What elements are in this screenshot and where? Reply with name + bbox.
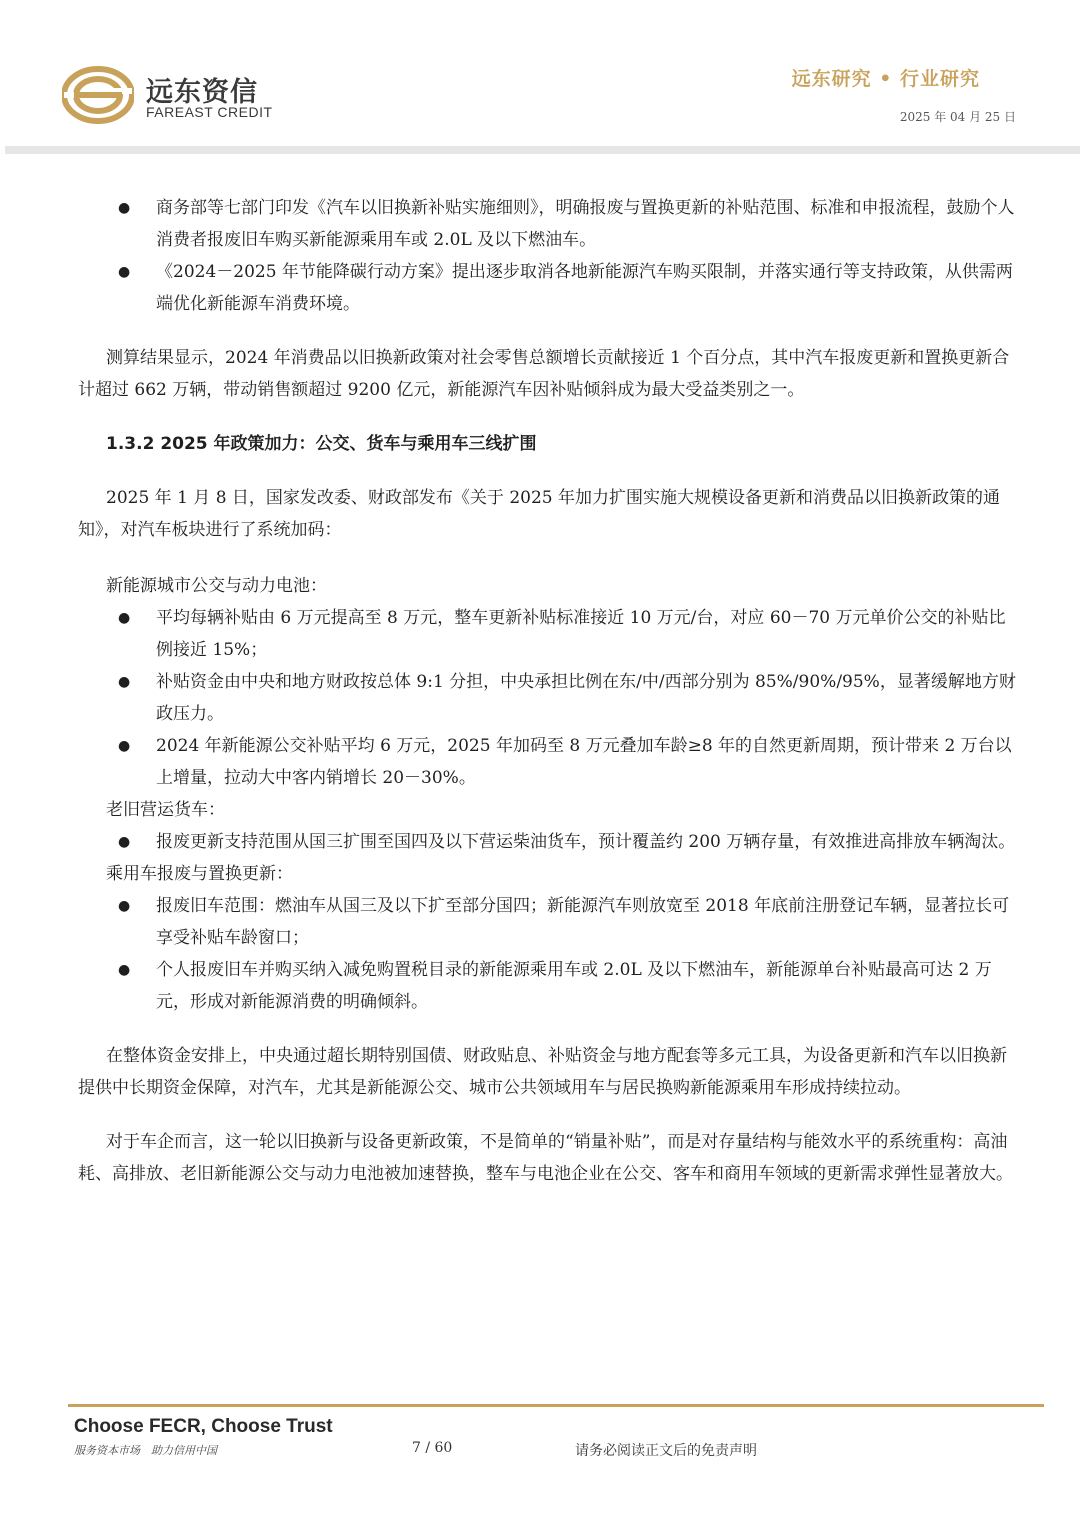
brand-name-cn: 远东资信 [146, 77, 258, 108]
bullet-icon: ● [118, 834, 131, 850]
list-item: ● 报废旧车范围：燃油车从国三及以下扩至部分国四；新能源汽车则放宽至 2018 年底前注册登记车辆，显著拉长可享受补贴车龄窗口； [78, 890, 1018, 954]
paragraph: 在整体资金安排上，中央通过超长期特别国债、财政贴息、补贴资金与地方配套等多元工具，为设备更新和汽车以旧换新提供中长期资金保障，对汽车，尤其是新能源公交、城市公共领域用车与居民换购新能源乘用车形成持续拉动。 [78, 1046, 1007, 1098]
list-item: ● 报废更新支持范围从国三扩围至国四及以下营运柴油货车，预计覆盖约 200 万辆存量，有效推进高排放车辆淘汰。 [78, 826, 1018, 858]
report-date: 2025 年 04 月 25 日 [899, 110, 1016, 124]
bullet-icon: ● [118, 898, 131, 914]
subsection-label: 乘用车报废与置换更新： [106, 864, 293, 884]
page-header [0, 0, 1080, 150]
bullet-icon: ● [118, 962, 131, 978]
bullet-icon: ● [118, 264, 131, 280]
bullet-list [78, 826, 1018, 858]
list-item: ● 个人报废旧车并购买纳入减免购置税目录的新能源乘用车或 2.0L 及以下燃油车，新能源单台补贴最高可达 2 万元，形成对新能源消费的明确倾斜。 [78, 954, 1018, 1018]
bullet-list [78, 890, 1018, 1018]
bullet-list [78, 192, 1018, 320]
bullet-icon: ● [118, 610, 131, 626]
bullet-icon: ● [118, 674, 131, 690]
footer-divider [68, 1404, 1044, 1407]
report-category: 远东研究 • 行业研究 [791, 68, 980, 90]
subsection-label: 老旧营运货车： [106, 800, 225, 820]
paragraph: 对于车企而言，这一轮以旧换新与设备更新政策，不是简单的“销量补贴”，而是对存量结构与能效水平的系统重构：高油耗、高排放、老旧新能源公交与动力电池被加速替换，整车与电池企业在公交、客车和商用车领域的更新需求弹性显著放大。 [78, 1132, 1013, 1184]
bullet-list [78, 602, 1018, 794]
bullet-icon: ● [118, 200, 131, 216]
document-body [78, 200, 1018, 1190]
page-number: 7 / 60 [412, 1440, 453, 1456]
list-item: ● 平均每辆补贴由 6 万元提高至 8 万元，整车更新补贴标准接近 10 万元/台，对应 60－70 万元单价公交的补贴比例接近 15%； [78, 602, 1018, 666]
footer-disclaimer: 请务必阅读正文后的免责声明 [575, 1443, 757, 1459]
list-item: ● 2024 年新能源公交补贴平均 6 万元，2025 年加码至 8 万元叠加车龄≥8 年的自然更新周期，预计带来 2 万台以上增量，拉动大中客内销增长 20－30%。 [78, 730, 1018, 794]
section-heading: 1.3.2 2025 年政策加力：公交、货车与乘用车三线扩围 [106, 434, 537, 454]
fareast-credit-logo-icon [62, 66, 134, 124]
footer-slogan: Choose FECR, Choose Trust [74, 1416, 333, 1437]
list-item: ● 补贴资金由中央和地方财政按总体 9:1 分担，中央承担比例在东/中/西部分别为 85%/90%/95%，显著缓解地方财政压力。 [78, 666, 1018, 730]
list-item: ● 商务部等七部门印发《汽车以旧换新补贴实施细则》，明确报废与置换更新的补贴范围、标准和申报流程，鼓励个人消费者报废旧车购买新能源乘用车或 2.0L 及以下燃油车。 [78, 192, 1018, 256]
header-divider [5, 146, 1080, 154]
bullet-icon: ● [118, 738, 131, 754]
brand-name-en: FAREAST CREDIT [146, 104, 273, 120]
list-item: ● 《2024－2025 年节能降碳行动方案》提出逐步取消各地新能源汽车购买限制，并落实通行等支持政策，从供需两端优化新能源车消费环境。 [78, 256, 1018, 320]
subsection-label: 新能源城市公交与动力电池： [106, 576, 327, 596]
paragraph: 测算结果显示，2024 年消费品以旧换新政策对社会零售总额增长贡献接近 1 个百分点，其中汽车报废更新和置换更新合计超过 662 万辆，带动销售额超过 9200 亿元，新能源汽车因补贴倾斜成为最大受益类别之一。 [78, 348, 1010, 400]
paragraph: 2025 年 1 月 8 日，国家发改委、财政部发布《关于 2025 年加力扩围实施大规模设备更新和消费品以旧换新政策的通知》，对汽车板块进行了系统加码： [78, 488, 1000, 540]
footer-slogan-sub: 服务资本市场 助力信用中国 [74, 1444, 217, 1457]
